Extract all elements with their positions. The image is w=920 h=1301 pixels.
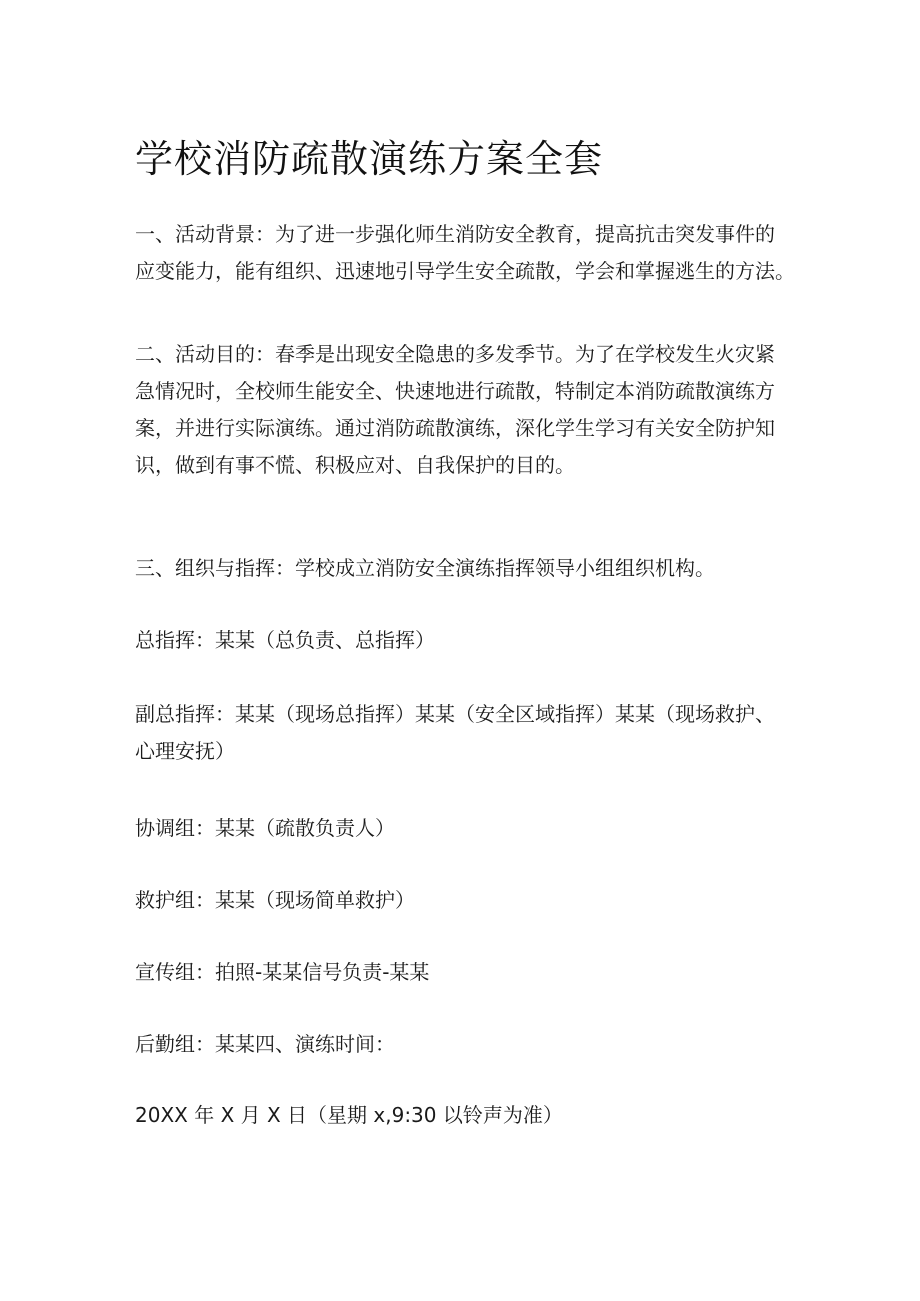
paragraph-deputy-commander <box>135 696 795 770</box>
paragraph-organization: 三、组织与指挥：学校成立消防安全演练指挥领导小组组织机构。 <box>135 556 715 580</box>
paragraph-rescue-group: 救护组：某某（现场简单救护） <box>135 888 415 912</box>
paragraph-logistics-group: 后勤组：某某四、演练时间： <box>135 1032 395 1056</box>
paragraph-publicity-group: 宣传组：拍照-某某信号负责-某某 <box>135 960 430 984</box>
paragraph-coordination-group: 协调组：某某（疏散负责人） <box>135 816 395 840</box>
paragraph-line: 应变能力，能有组织、迅速地引导学生安全疏散，学会和掌握逃生的方法。 <box>135 259 795 283</box>
paragraph-background <box>135 216 795 290</box>
paragraph-line: 识，做到有事不慌、积极应对、自我保护的目的。 <box>135 453 575 477</box>
paragraph-purpose <box>135 336 795 484</box>
paragraph-line: 案，并进行实际演练。通过消防疏散演练，深化学生学习有关安全防护知 <box>135 416 775 440</box>
paragraph-drill-time: 20XX 年 X 月 X 日（星期 x,9:30 以铃声为准） <box>135 1103 563 1127</box>
document-title: 学校消防疏散演练方案全套 <box>135 137 604 181</box>
paragraph-line: 急情况时，全校师生能安全、快速地进行疏散，特制定本消防疏散演练方 <box>135 379 775 403</box>
paragraph-line: 一、活动背景：为了进一步强化师生消防安全教育，提高抗击突发事件的 <box>135 222 775 246</box>
paragraph-commander: 总指挥：某某（总负责、总指挥） <box>135 628 435 652</box>
paragraph-line: 心理安抚） <box>135 739 235 763</box>
paragraph-line: 副总指挥：某某（现场总指挥）某某（安全区域指挥）某某（现场救护、 <box>135 702 775 726</box>
paragraph-line: 二、活动目的：春季是出现安全隐患的多发季节。为了在学校发生火灾紧 <box>135 342 775 366</box>
